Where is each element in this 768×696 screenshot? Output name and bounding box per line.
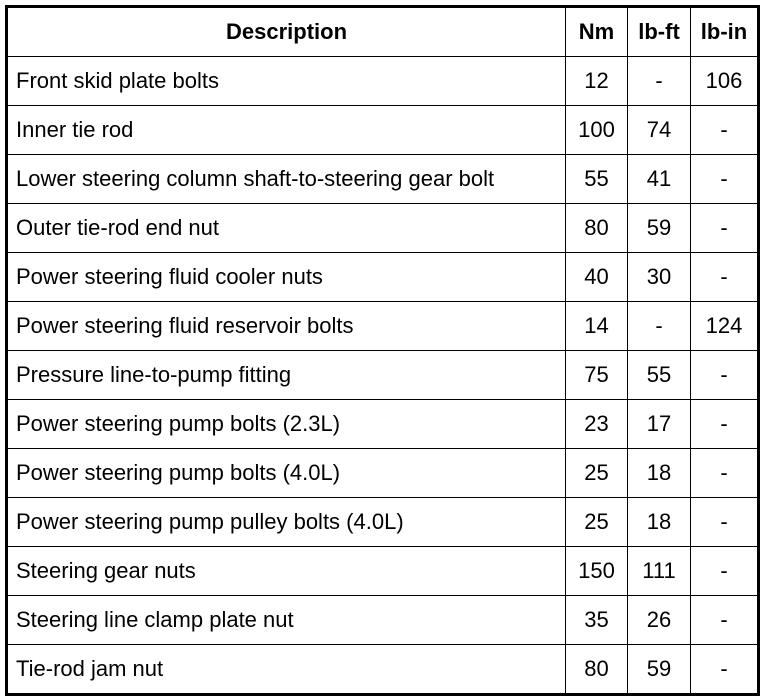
description-cell: Steering gear nuts xyxy=(7,547,566,596)
header-lb-ft: lb-ft xyxy=(628,7,691,57)
torque-spec-table xyxy=(5,5,760,696)
table-row xyxy=(7,106,759,155)
lb-in-cell: - xyxy=(691,547,759,596)
description-cell: Power steering pump bolts (2.3L) xyxy=(7,400,566,449)
header-nm: Nm xyxy=(566,7,628,57)
description-cell: Power steering fluid cooler nuts xyxy=(7,253,566,302)
table-row xyxy=(7,400,759,449)
lb-in-cell: - xyxy=(691,155,759,204)
lb-ft-cell: 30 xyxy=(628,253,691,302)
lb-in-cell: 106 xyxy=(691,57,759,106)
lb-in-cell: - xyxy=(691,645,759,695)
table-body xyxy=(7,57,759,695)
lb-in-cell: - xyxy=(691,596,759,645)
nm-cell: 40 xyxy=(566,253,628,302)
lb-ft-cell: 74 xyxy=(628,106,691,155)
lb-ft-cell: 18 xyxy=(628,498,691,547)
description-cell: Pressure line-to-pump fitting xyxy=(7,351,566,400)
nm-cell: 150 xyxy=(566,547,628,596)
nm-cell: 80 xyxy=(566,204,628,253)
table-row xyxy=(7,449,759,498)
lb-ft-cell: - xyxy=(628,57,691,106)
description-cell: Inner tie rod xyxy=(7,106,566,155)
description-cell: Tie-rod jam nut xyxy=(7,645,566,695)
nm-cell: 23 xyxy=(566,400,628,449)
lb-ft-cell: 111 xyxy=(628,547,691,596)
nm-cell: 75 xyxy=(566,351,628,400)
lb-ft-cell: 26 xyxy=(628,596,691,645)
nm-cell: 14 xyxy=(566,302,628,351)
lb-in-cell: - xyxy=(691,204,759,253)
lb-in-cell: - xyxy=(691,253,759,302)
table-row xyxy=(7,596,759,645)
header-description: Description xyxy=(7,7,566,57)
table-row xyxy=(7,645,759,695)
description-cell: Outer tie-rod end nut xyxy=(7,204,566,253)
table-row xyxy=(7,253,759,302)
description-cell: Steering line clamp plate nut xyxy=(7,596,566,645)
description-cell: Power steering fluid reservoir bolts xyxy=(7,302,566,351)
lb-in-cell: - xyxy=(691,498,759,547)
lb-ft-cell: 41 xyxy=(628,155,691,204)
nm-cell: 35 xyxy=(566,596,628,645)
table-row xyxy=(7,57,759,106)
table-header-row xyxy=(7,7,759,57)
nm-cell: 100 xyxy=(566,106,628,155)
header-lb-in: lb-in xyxy=(691,7,759,57)
nm-cell: 25 xyxy=(566,449,628,498)
description-cell: Power steering pump bolts (4.0L) xyxy=(7,449,566,498)
description-cell: Power steering pump pulley bolts (4.0L) xyxy=(7,498,566,547)
nm-cell: 55 xyxy=(566,155,628,204)
lb-in-cell: 124 xyxy=(691,302,759,351)
table-row xyxy=(7,547,759,596)
table-row xyxy=(7,498,759,547)
table-row xyxy=(7,155,759,204)
lb-in-cell: - xyxy=(691,400,759,449)
nm-cell: 25 xyxy=(566,498,628,547)
torque-spec-table-container xyxy=(5,5,761,679)
lb-ft-cell: 18 xyxy=(628,449,691,498)
lb-in-cell: - xyxy=(691,351,759,400)
lb-ft-cell: 55 xyxy=(628,351,691,400)
lb-ft-cell: 59 xyxy=(628,204,691,253)
table-row xyxy=(7,351,759,400)
description-cell: Lower steering column shaft-to-steering gear bolt xyxy=(7,155,566,204)
description-cell: Front skid plate bolts xyxy=(7,57,566,106)
lb-ft-cell: - xyxy=(628,302,691,351)
nm-cell: 80 xyxy=(566,645,628,695)
lb-ft-cell: 17 xyxy=(628,400,691,449)
lb-in-cell: - xyxy=(691,449,759,498)
lb-in-cell: - xyxy=(691,106,759,155)
table-row xyxy=(7,204,759,253)
nm-cell: 12 xyxy=(566,57,628,106)
table-row xyxy=(7,302,759,351)
lb-ft-cell: 59 xyxy=(628,645,691,695)
